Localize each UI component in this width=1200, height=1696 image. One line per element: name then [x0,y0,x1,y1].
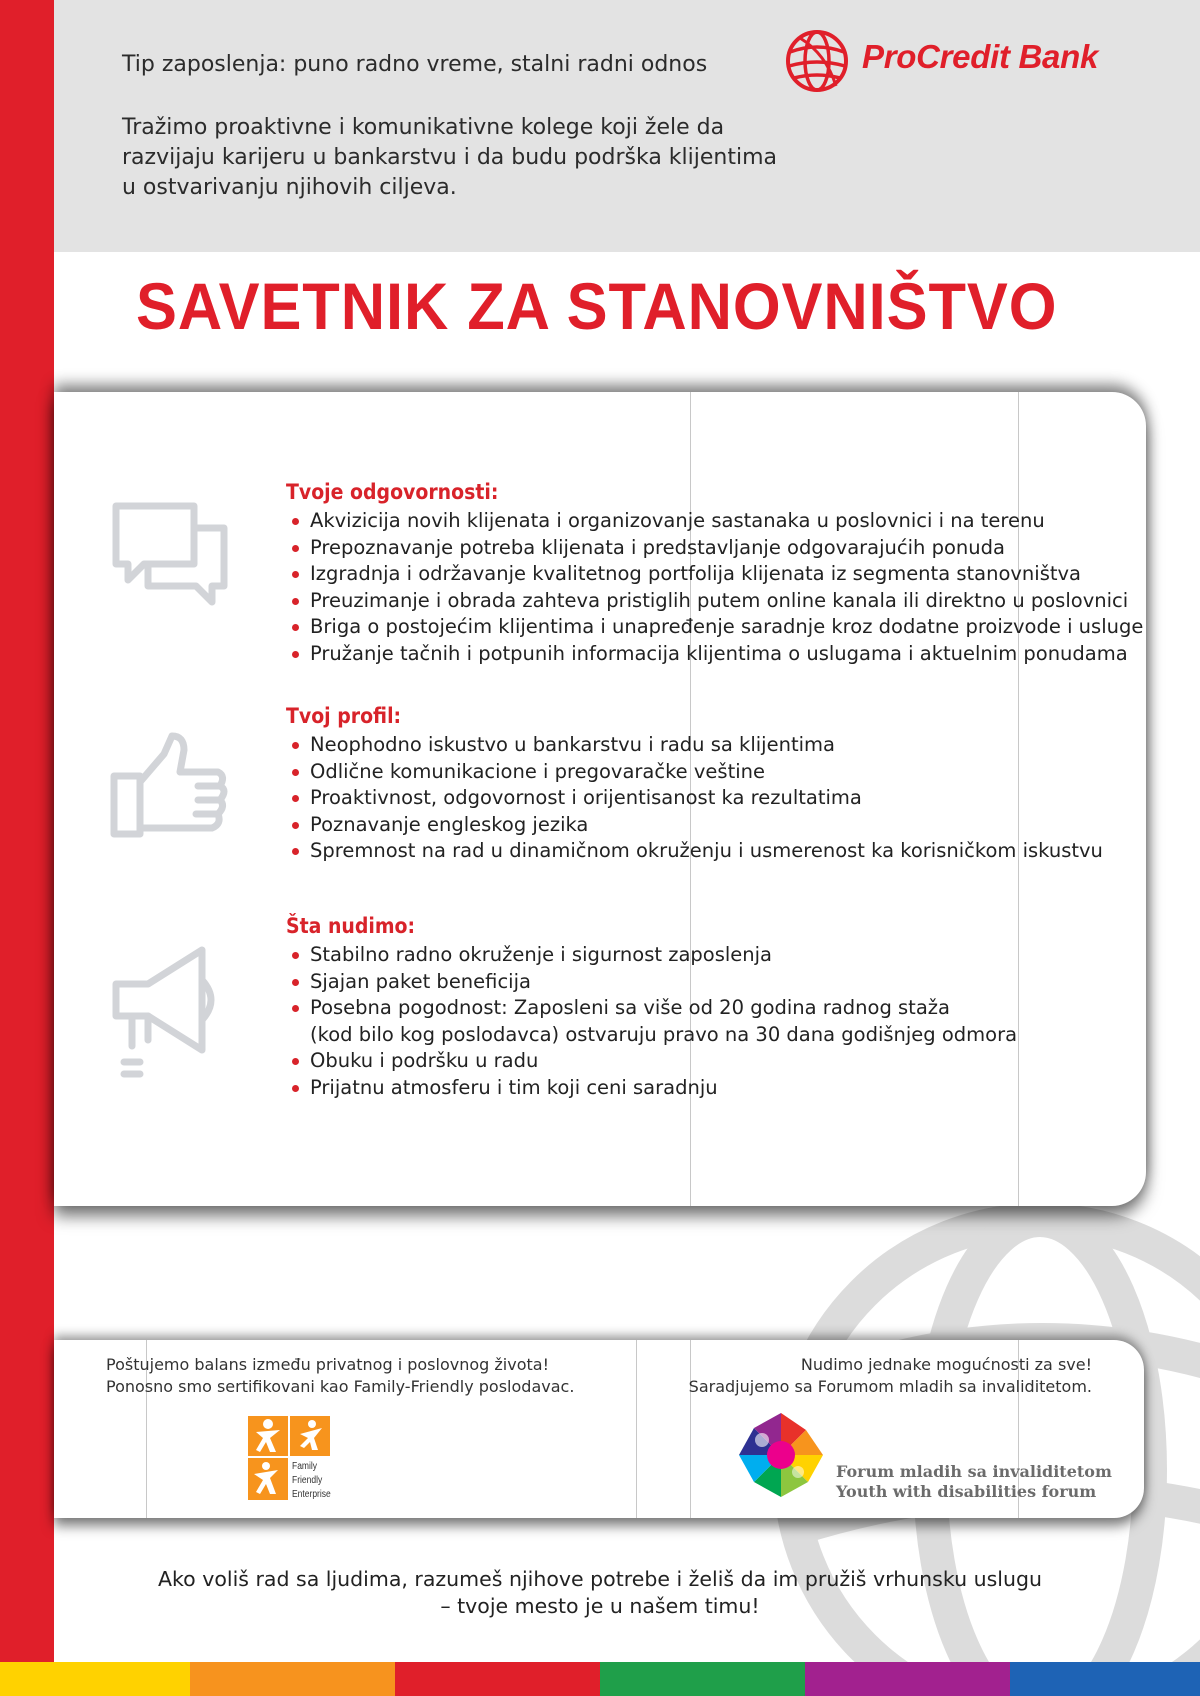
color-band-segment [395,1662,600,1696]
list-item: Obuku i podršku u radu [288,1048,1017,1075]
list-item: Pružanje tačnih i potpunih informacija klijentima o uslugama i aktuelnim ponudama [288,641,1143,668]
list-item: Poznavanje engleskog jezika [288,812,1103,839]
job-title: SAVETNIK ZA STANOVNIŠTVO [136,269,1058,343]
employment-type: Tip zaposlenja: puno radno vreme, stalni radni odnos [122,52,708,77]
list-item-continuation: (kod bilo kog poslodavca) ostvaruju pravo na 30 dana godišnjeg odmora [310,1022,1018,1046]
color-band-segment [805,1662,1010,1696]
divider-line [636,1340,637,1518]
list-item: Akvizicija novih klijenata i organizovanje sastanaka u poslovnici i na terenu [288,508,1143,535]
forum-logo-icon [736,1410,826,1500]
forum-name-en: Youth with disabilities forum [836,1482,1097,1501]
list-item: Stabilno radno okruženje i sigurnost zaposlenja [288,942,1017,969]
offer-heading: Šta nudimo: [286,914,416,938]
list-item-text: Posebna pogodnost: Zaposleni sa više od 20 godina radnog staža [310,996,950,1020]
offer-list [288,942,1017,1102]
list-item: Odlične komunikacione i pregovaračke veštine [288,759,1103,786]
speech-bubbles-icon [108,498,232,608]
logo-text: ProCredit Bank [862,38,1099,75]
list-item: Izgradnja i održavanje kvalitetnog portfolija klijenata iz segmenta stanovništva [288,561,1143,588]
globe-logo-icon [786,30,848,92]
color-band-segment [600,1662,805,1696]
job-details-card [54,392,1146,1206]
megaphone-icon [108,944,232,1080]
list-item: Spremnost na rad u dinamičnom okruženju i usmerenost ka korisničkom iskustvu [288,838,1103,865]
list-item: Briga o postojećim klijentima i unapređenje saradnje kroz dodatne proizvode i usluge [288,614,1143,641]
divider-line [690,1340,691,1518]
list-item [288,995,1017,1048]
footer-left-line: Ponosno smo sertifikovani kao Family-Friendly poslodavac. [106,1377,575,1396]
responsibilities-heading: Tvoje odgovornosti: [286,480,499,504]
profile-list [288,732,1103,865]
closing-line: Ako voliš rad sa ljudima, razumeš njihove potrebe i želiš da im pružiš vrhunsku uslugu [158,1567,1042,1591]
forum-name: Forum mladih sa invaliditetom [836,1462,1112,1481]
footer-right-line: Nudimo jednake mogućnosti za sve! [800,1355,1092,1374]
profile-heading: Tvoj profil: [286,704,402,728]
list-item: Prepoznavanje potreba klijenata i predstavljanje odgovarajućih ponuda [288,535,1143,562]
responsibilities-list [288,508,1143,668]
family-friendly-label: Family [292,1461,318,1472]
left-red-bar [0,0,54,1662]
color-band-segment [0,1662,190,1696]
list-item: Sjajan paket beneficija [288,969,1017,996]
footer-right-line: Saradjujemo sa Forumom mladih sa invaliditetom. [688,1377,1092,1396]
list-item: Proaktivnost, odgovornost i orijentisanost ka rezultatima [288,785,1103,812]
color-band-segment [190,1662,395,1696]
procredit-logo [786,26,1146,96]
family-friendly-label: Friendly [292,1475,323,1486]
closing-line: – tvoje mesto je u našem timu! [440,1594,760,1618]
intro-line: Tražimo proaktivne i komunikativne kolege koji žele da [122,115,725,140]
footer-left-line: Poštujemo balans između privatnog i poslovnog života! [106,1355,549,1374]
list-item: Prijatnu atmosferu i tim koji ceni saradnju [288,1075,1017,1102]
list-item: Preuzimanje i obrada zahteva pristiglih putem online kanala ili direktno u poslovnici [288,588,1143,615]
family-friendly-label: Enterprise [292,1489,331,1500]
list-item: Neophodno iskustvo u bankarstvu i radu sa klijentima [288,732,1103,759]
thumbs-up-icon [108,732,232,842]
intro-line: u ostvarivanju njihovih ciljeva. [122,175,457,200]
color-band-segment [1010,1662,1200,1696]
intro-line: razvijaju karijeru u bankarstvu i da budu podrška klijentima [122,145,778,170]
